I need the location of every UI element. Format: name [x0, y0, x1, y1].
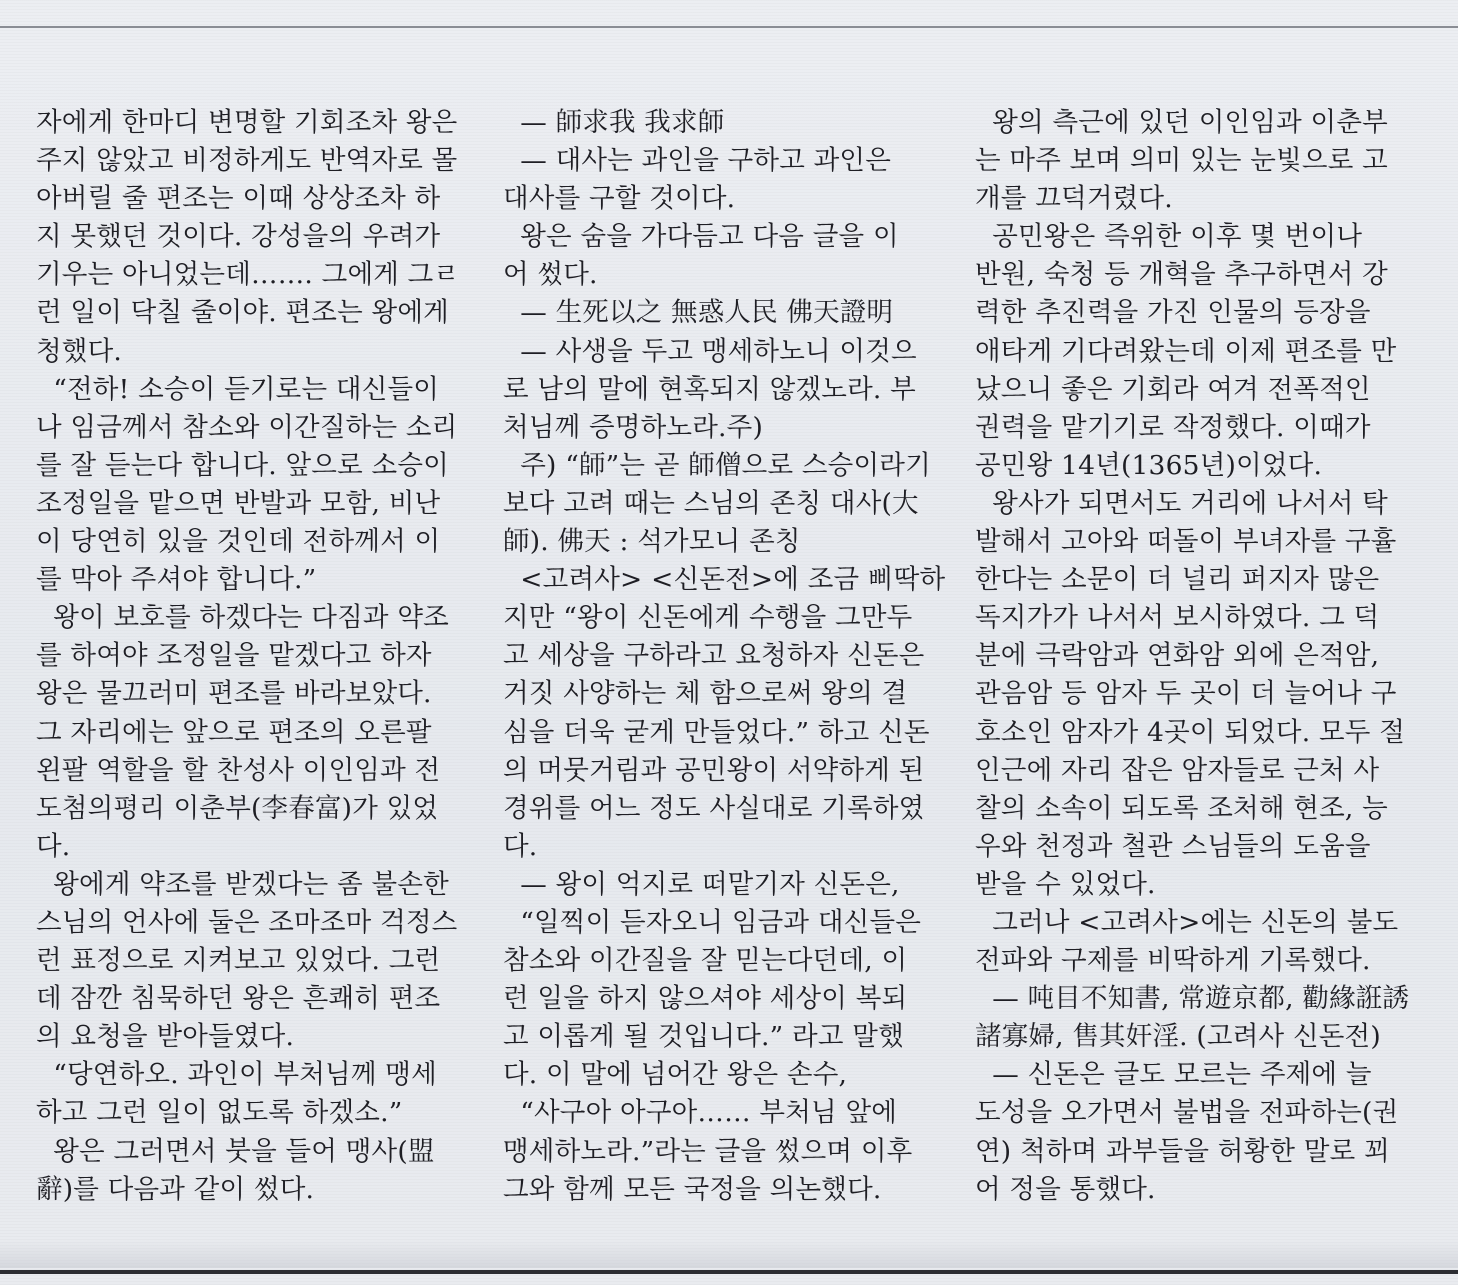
- article-line-left-7: 청했다.: [36, 335, 123, 367]
- article-line-middle-12: 師). 佛天 : 석가모니 존칭: [503, 526, 801, 558]
- article-line-left-1: 자에게 한마디 변명할 기회조차 왕은: [36, 107, 458, 138]
- article-line-middle-20: 다.: [503, 830, 538, 862]
- article-line-middle-21: — 왕이 억지로 떠맡기자 신돈은,: [503, 868, 900, 900]
- faded-bottom-strip: [0, 1240, 1458, 1268]
- article-line-middle-23: 참소와 이간질을 잘 믿는다던데, 이: [503, 945, 908, 977]
- article-line-left-13: 를 막아 주셔야 합니다.”: [36, 564, 317, 596]
- article-column-left: [36, 104, 460, 1209]
- article-line-left-27: 하고 그런 일이 없도록 하겠소.”: [36, 1097, 403, 1129]
- article-line-left-15: 를 하여야 조정일을 맡겠다고 하자: [36, 640, 432, 672]
- article-line-middle-11: 보다 고려 때는 스님의 존칭 대사(大: [503, 487, 919, 519]
- article-line-right-20: 우와 천정과 철관 스님들의 도움을: [975, 830, 1371, 862]
- article-line-right-21: 받을 수 있었다.: [975, 868, 1156, 900]
- article-line-right-6: 력한 추진력을 가진 인물의 등장을: [975, 297, 1371, 329]
- article-line-left-26: “당연하오. 과인이 부처님께 맹세: [36, 1059, 437, 1091]
- article-line-right-14: 독지가가 나서서 보시하였다. 그 덕: [975, 602, 1380, 634]
- article-line-right-3: 개를 끄덕거렸다.: [975, 183, 1173, 215]
- article-line-left-19: 도첨의평리 이춘부(李春富)가 있었: [36, 792, 439, 824]
- article-line-right-29: 어 정을 통했다.: [975, 1173, 1156, 1205]
- article-line-left-3: 아버릴 줄 편조는 이때 상상조차 하: [36, 183, 441, 215]
- article-line-right-19: 찰의 소속이 되도록 조처해 현조, 능: [975, 792, 1388, 824]
- article-line-middle-26: 다. 이 말에 넘어간 왕은 손수,: [503, 1059, 848, 1091]
- article-line-right-1: 왕의 측근에 있던 이인임과 이춘부: [975, 107, 1388, 138]
- article-line-left-6: 런 일이 닥칠 줄이야. 편조는 왕에게: [36, 297, 449, 329]
- article-line-middle-10: 주) “師”는 곧 師僧으로 스승이라기: [503, 449, 931, 481]
- article-line-middle-3: 대사를 구할 것이다.: [503, 183, 736, 215]
- article-line-left-16: 왕은 물끄러미 편조를 바라보았다.: [36, 678, 432, 710]
- article-line-middle-2: — 대사는 과인을 구하고 과인은: [503, 145, 892, 177]
- top-rule: [0, 26, 1458, 28]
- article-line-left-21: 왕에게 약조를 받겠다는 좀 불손한: [36, 868, 449, 900]
- article-line-left-9: 나 임금께서 참소와 이간질하는 소리: [36, 411, 458, 443]
- article-line-right-18: 인근에 자리 잡은 암자들로 근처 사: [975, 754, 1380, 786]
- article-line-right-12: 발해서 고아와 떠돌이 부녀자를 구휼: [975, 526, 1397, 558]
- article-line-middle-14: 지만 “왕이 신돈에게 수행을 그만두: [503, 602, 913, 634]
- article-line-left-11: 조정일을 맡으면 반발과 모함, 비난: [36, 487, 441, 519]
- article-line-left-23: 런 표정으로 지켜보고 있었다. 그런: [36, 945, 441, 977]
- article-line-middle-16: 거짓 사양하는 체 함으로써 왕의 결: [503, 678, 908, 710]
- bottom-rule: [0, 1270, 1458, 1274]
- article-line-left-29: 辭)를 다음과 같이 썼다.: [36, 1173, 315, 1205]
- article-line-left-22: 스님의 언사에 둘은 조마조마 걱정스: [36, 906, 458, 938]
- article-line-right-4: 공민왕은 즉위한 이후 몇 번이나: [975, 221, 1363, 253]
- article-line-right-9: 권력을 맡기기로 작정했다. 이때가: [975, 411, 1371, 443]
- article-line-left-28: 왕은 그러면서 붓을 들어 맹사(盟: [36, 1135, 435, 1167]
- article-line-middle-24: 런 일을 하지 않으셔야 세상이 복되: [503, 983, 908, 1015]
- article-line-right-10: 공민왕 14년(1365년)이었다.: [975, 449, 1323, 481]
- article-line-right-24: — 吨目不知書, 常遊京都, 勸緣誑誘: [975, 983, 1410, 1015]
- article-line-middle-17: 심을 더욱 굳게 만들었다.” 하고 신돈: [503, 716, 930, 748]
- article-line-middle-28: 맹세하노라.”라는 글을 썼으며 이후: [503, 1135, 913, 1167]
- article-line-left-2: 주지 않았고 비정하게도 반역자로 몰: [36, 145, 458, 177]
- article-line-left-14: 왕이 보호를 하겠다는 다짐과 약조: [36, 602, 449, 634]
- article-line-left-20: 다.: [36, 830, 71, 862]
- article-line-middle-1: — 師求我 我求師: [503, 107, 725, 138]
- article-line-left-18: 왼팔 역할을 할 찬성사 이인임과 전: [36, 754, 441, 786]
- article-line-right-15: 분에 극락암과 연화암 외에 은적암,: [975, 640, 1380, 672]
- article-line-left-25: 의 요청을 받아들였다.: [36, 1021, 295, 1053]
- article-line-right-13: 한다는 소문이 더 널리 퍼지자 많은: [975, 564, 1380, 596]
- article-line-right-16: 관음암 등 암자 두 곳이 더 늘어나 구: [975, 678, 1397, 710]
- article-line-right-22: 그러나 <고려사>에는 신돈의 불도: [975, 906, 1399, 938]
- article-line-right-2: 는 마주 보며 의미 있는 눈빛으로 고: [975, 145, 1388, 177]
- article-line-right-8: 났으니 좋은 기회라 여겨 전폭적인: [975, 373, 1371, 405]
- article-line-right-27: 도성을 오가면서 불법을 전파하는(권: [975, 1097, 1399, 1129]
- article-line-left-24: 데 잠깐 침묵하던 왕은 흔쾌히 편조: [36, 983, 441, 1015]
- article-line-middle-9: 처님께 증명하노라.주): [503, 411, 763, 443]
- article-column-middle: [503, 104, 946, 1209]
- article-line-middle-13: <고려사> <신돈전>에 조금 삐딱하: [503, 564, 946, 596]
- article-line-left-12: 이 당연히 있을 것인데 전하께서 이: [36, 526, 441, 558]
- article-line-middle-7: — 사생을 두고 맹세하노니 이것으: [503, 335, 917, 367]
- article-line-middle-19: 경위를 어느 정도 사실대로 기록하였: [503, 792, 925, 824]
- article-line-middle-22: “일찍이 듣자오니 임금과 대신들은: [503, 906, 922, 938]
- article-line-right-28: 연) 척하며 과부들을 허황한 말로 꾀: [975, 1135, 1390, 1167]
- article-line-left-8: “전하! 소승이 듣기로는 대신들이: [36, 373, 440, 405]
- article-line-middle-15: 고 세상을 구하라고 요청하자 신돈은: [503, 640, 925, 672]
- article-line-left-10: 를 잘 듣는다 합니다. 앞으로 소승이: [36, 449, 449, 481]
- article-line-right-7: 애타게 기다려왔는데 이제 편조를 만: [975, 335, 1397, 367]
- article-line-middle-8: 로 남의 말에 현혹되지 않겠노라. 부: [503, 373, 916, 405]
- article-line-right-17: 호소인 암자가 4곳이 되었다. 모두 절: [975, 716, 1405, 748]
- article-line-left-4: 지 못했던 것이다. 강성을의 우려가: [36, 221, 441, 253]
- article-line-middle-6: — 生死以之 無惑人民 佛天證明: [503, 297, 894, 329]
- article-line-middle-29: 그와 함께 모든 국정을 의논했다.: [503, 1173, 882, 1205]
- article-line-left-5: 기우는 아니었는데……. 그에게 그ㄹ: [36, 259, 460, 291]
- article-column-right: [975, 104, 1410, 1209]
- article-line-middle-25: 고 이롭게 될 것입니다.” 라고 말했: [503, 1021, 904, 1053]
- article-line-right-5: 반원, 숙청 등 개혁을 추구하면서 강: [975, 259, 1388, 291]
- article-line-right-11: 왕사가 되면서도 거리에 나서서 탁: [975, 487, 1388, 519]
- article-line-middle-18: 의 머뭇거림과 공민왕이 서약하게 된: [503, 754, 925, 786]
- article-line-middle-5: 어 썼다.: [503, 259, 598, 291]
- article-line-right-25: 諸寡婦, 售其奸淫. (고려사 신돈전): [975, 1021, 1381, 1053]
- article-line-middle-27: “사구아 아구아…… 부처님 앞에: [503, 1097, 898, 1129]
- article-line-right-26: — 신돈은 글도 모르는 주제에 늘: [975, 1059, 1372, 1091]
- article-line-right-23: 전파와 구제를 비딱하게 기록했다.: [975, 945, 1371, 977]
- article-line-left-17: 그 자리에는 앞으로 편조의 오른팔: [36, 716, 432, 748]
- article-line-middle-4: 왕은 숨을 가다듬고 다음 글을 이: [503, 221, 899, 253]
